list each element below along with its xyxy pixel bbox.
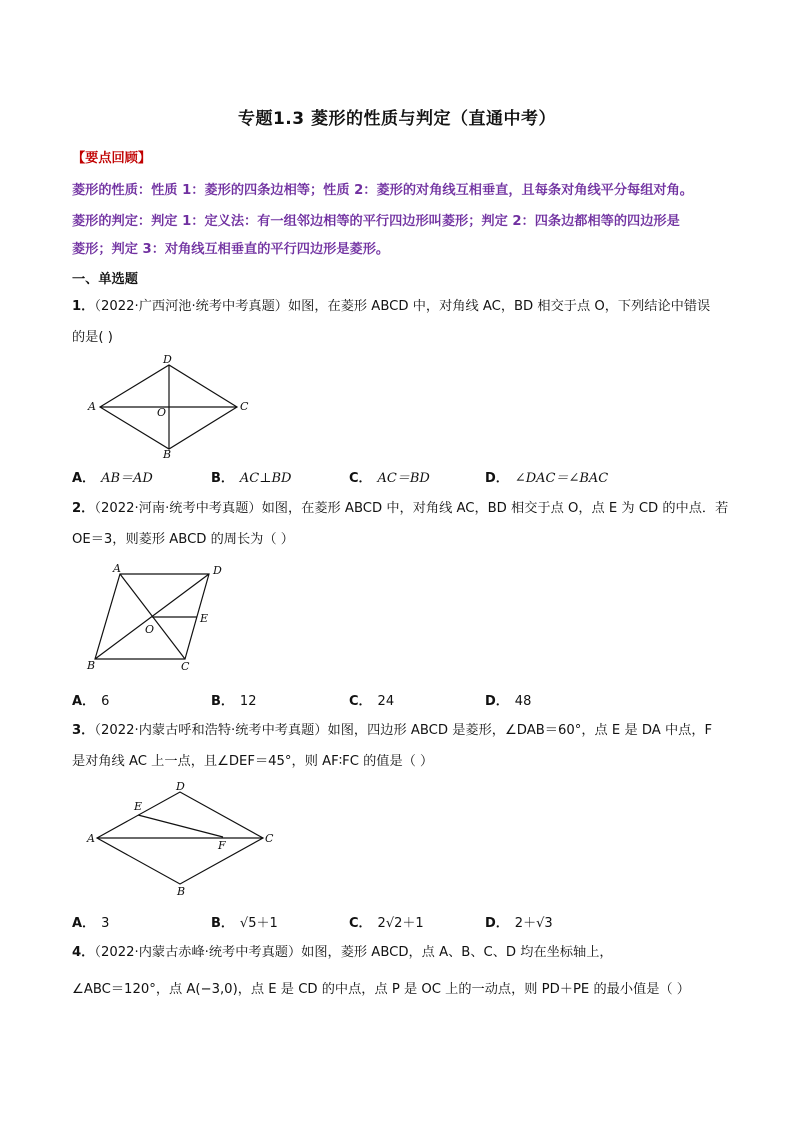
q3-option-c[interactable]: C． 2√2＋1 — [349, 916, 424, 931]
q1-option-a[interactable]: A． AB＝AD — [72, 471, 153, 486]
property-text: 性质 1：菱形的四条边相等；性质 2：菱形的对角线互相垂直，且每条对角线平分每组对角。 — [151, 183, 693, 198]
question-2-number: 2． — [72, 501, 95, 516]
question-3-line-1 — [72, 721, 732, 741]
fig3-label-a: A — [87, 832, 95, 845]
q2-option-c[interactable]: C． 24 — [349, 694, 395, 709]
section-single-choice: 一、单选题 — [72, 272, 138, 287]
fig3-label-e: E — [134, 800, 143, 813]
question-2-line-1 — [72, 499, 732, 519]
question-3-stem: 如图，四边形 ABCD 是菱形，∠DAB＝60°，点 E 是 DA 中点，F — [327, 723, 713, 738]
fig1-label-d: D — [163, 353, 172, 366]
fig2-label-o: O — [145, 623, 155, 636]
question-1-line-2: 的是( ) — [72, 330, 113, 345]
question-3-source: （2022·内蒙古呼和浩特·统考中考真题） — [94, 723, 328, 738]
judge-text-1: 判定 1：定义法：有一组邻边相等的平行四边形叫菱形；判定 2：四条边都相等的四边形是 — [151, 214, 680, 229]
fig3-label-c: C — [265, 832, 274, 845]
section-review-heading: 【要点回顾】 — [72, 151, 152, 166]
question-3-figure — [85, 780, 280, 898]
question-2-stem: 如图，在菱形 ABCD 中，对角线 AC，BD 相交于点 O，点 E 为 CD 的中点．若 — [261, 501, 729, 516]
q1-option-c[interactable]: C． AC＝BD — [349, 471, 430, 486]
q2-option-a[interactable]: A． 6 — [72, 694, 110, 709]
fig3-label-f: F — [218, 839, 226, 852]
q1-option-b[interactable]: B． AC⊥BD — [211, 471, 292, 486]
question-2-source: （2022·河南·统考中考真题） — [94, 501, 262, 516]
property-label: 菱形的性质： — [72, 183, 152, 198]
question-4-stem: 如图，菱形 ABCD，点 A、B、C、D 均在坐标轴上， — [301, 945, 613, 960]
fig1-label-c: C — [240, 400, 249, 413]
question-1-stem: 如图，在菱形 ABCD 中，对角线 AC，BD 相交于点 O，下列结论中错误 — [287, 299, 711, 314]
question-4-line-1 — [72, 943, 732, 963]
q3-option-b[interactable]: B． √5＋1 — [211, 916, 278, 931]
question-4-number: 4． — [72, 945, 95, 960]
property-line — [72, 181, 732, 201]
fig1-label-a: A — [88, 400, 96, 413]
fig3-label-d: D — [176, 780, 185, 793]
judge-line-1 — [72, 212, 732, 232]
q3-option-d[interactable]: D． 2＋√3 — [485, 916, 553, 931]
page-title: 专题1.3 菱形的性质与判定（直通中考） — [237, 109, 557, 129]
judge-label: 菱形的判定： — [72, 214, 152, 229]
question-4-line-2: ∠ABC＝120°，点 A(−3,0)，点 E 是 CD 的中点，点 P 是 OC 上的一动点，则 PD＋PE 的最小值是（ ） — [72, 982, 690, 997]
question-3-number: 3． — [72, 723, 95, 738]
question-4-source: （2022·内蒙古赤峰·统考中考真题） — [94, 945, 302, 960]
q2-option-d[interactable]: D． 48 — [485, 694, 532, 709]
q2-option-b[interactable]: B． 12 — [211, 694, 257, 709]
question-2-line-2: OE＝3，则菱形 ABCD 的周长为（ ） — [72, 532, 294, 547]
question-1-line-1 — [72, 297, 732, 317]
fig2-label-c: C — [181, 660, 190, 673]
question-2-figure — [85, 560, 245, 675]
fig2-label-e: E — [200, 612, 209, 625]
q3-option-a[interactable]: A． 3 — [72, 916, 110, 931]
fig1-label-o: O — [157, 406, 167, 419]
fig2-label-a: A — [113, 562, 121, 575]
fig3-label-b: B — [177, 885, 186, 898]
question-3-line-2: 是对角线 AC 上一点，且∠DEF＝45°，则 AF∶FC 的值是（ ） — [72, 754, 434, 769]
question-1-source: （2022·广西河池·统考中考真题） — [94, 299, 288, 314]
judge-line-2: 菱形；判定 3：对角线互相垂直的平行四边形是菱形。 — [72, 242, 390, 257]
fig1-label-b: B — [163, 448, 172, 461]
question-1-number: 1． — [72, 299, 95, 314]
q1-option-d[interactable]: D． ∠DAC＝∠BAC — [485, 471, 609, 486]
fig2-label-b: B — [87, 659, 96, 672]
fig2-label-d: D — [213, 564, 222, 577]
question-1-figure — [85, 352, 255, 462]
